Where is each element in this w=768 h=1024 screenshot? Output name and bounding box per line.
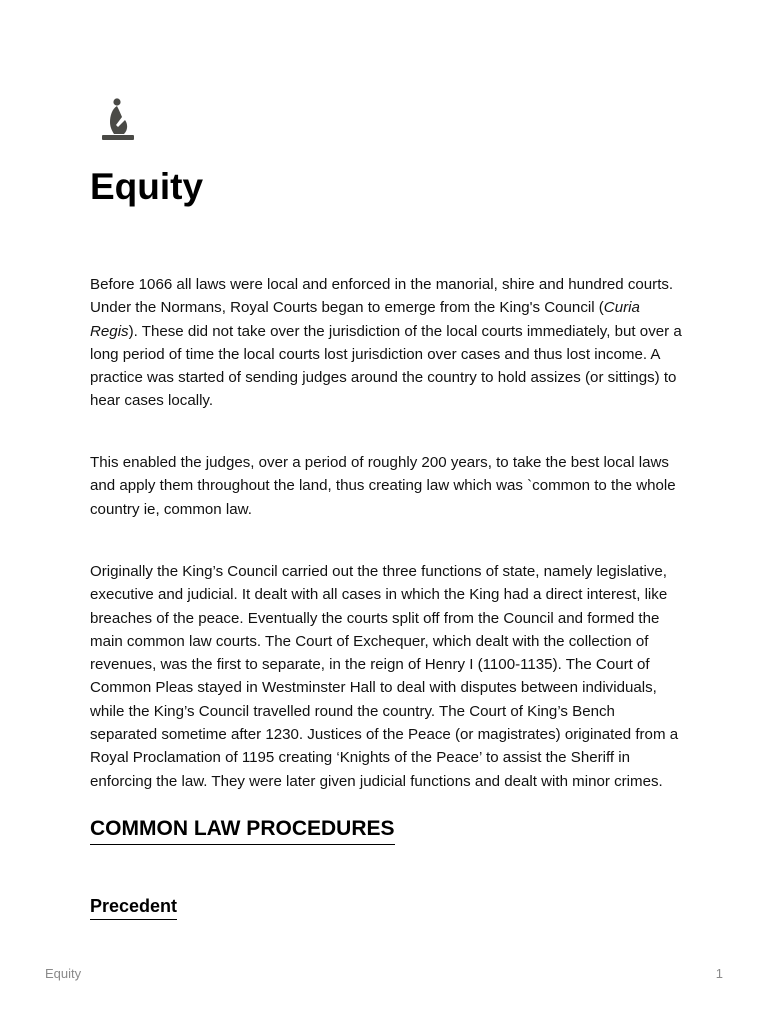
document-title: Equity bbox=[90, 166, 204, 207]
bishop-chess-piece-icon bbox=[97, 96, 137, 144]
subsection-heading: Precedent bbox=[90, 894, 177, 920]
paragraph-text: ). These did not take over the jurisdiction of the local courts immediately, but over a long period of time the local courts lost jurisdiction over cases and thus lost income. A practice was started of sending judges around the country to hold assizes (or sittings) to hear cases locally. bbox=[90, 322, 682, 410]
footer-page-number: 1 bbox=[715, 966, 723, 981]
section-heading: COMMON LAW PROCEDURES bbox=[90, 815, 395, 845]
italic-term: Curia Regis bbox=[90, 299, 640, 340]
paragraph-common-law: This enabled the judges, over a period of roughly 200 years, to take the best local laws and apply them throughout the land, thus creating law which was `common to the whole country ie, common law. bbox=[90, 454, 676, 518]
footer-document-title: Equity bbox=[45, 966, 82, 981]
paragraph-text: Before 1066 all laws were local and enforced in the manorial, shire and hundred courts. Under the Normans, Royal Courts began to emerge from the King's Council ( bbox=[90, 276, 674, 317]
paragraph-norman-courts bbox=[90, 273, 682, 413]
paragraph-kings-council: Originally the King’s Council carried out the three functions of state, namely legislative, executive and judicial. It dealt with all cases in which the King had a direct interest, like breaches of the peace. Eventually the courts split off from the Council and formed the main common law courts. The Court of Exchequer, which dealt with the collection of revenues, was the first to separate, in the reign of Henry I (1100-1135). The Court of Common Pleas stayed in Westminster Hall to deal with disputes between individuals, while the King’s Council travelled round the country. The Court of King’s Bench separated sometime after 1230. Justices of the Peace (or magistrates) originated from a Royal Proclamation of 1195 creating ‘Knights of the Peace’ to assist the Sheriff in enforcing the law. They were later given judicial functions and dealt with minor crimes. bbox=[90, 563, 679, 790]
